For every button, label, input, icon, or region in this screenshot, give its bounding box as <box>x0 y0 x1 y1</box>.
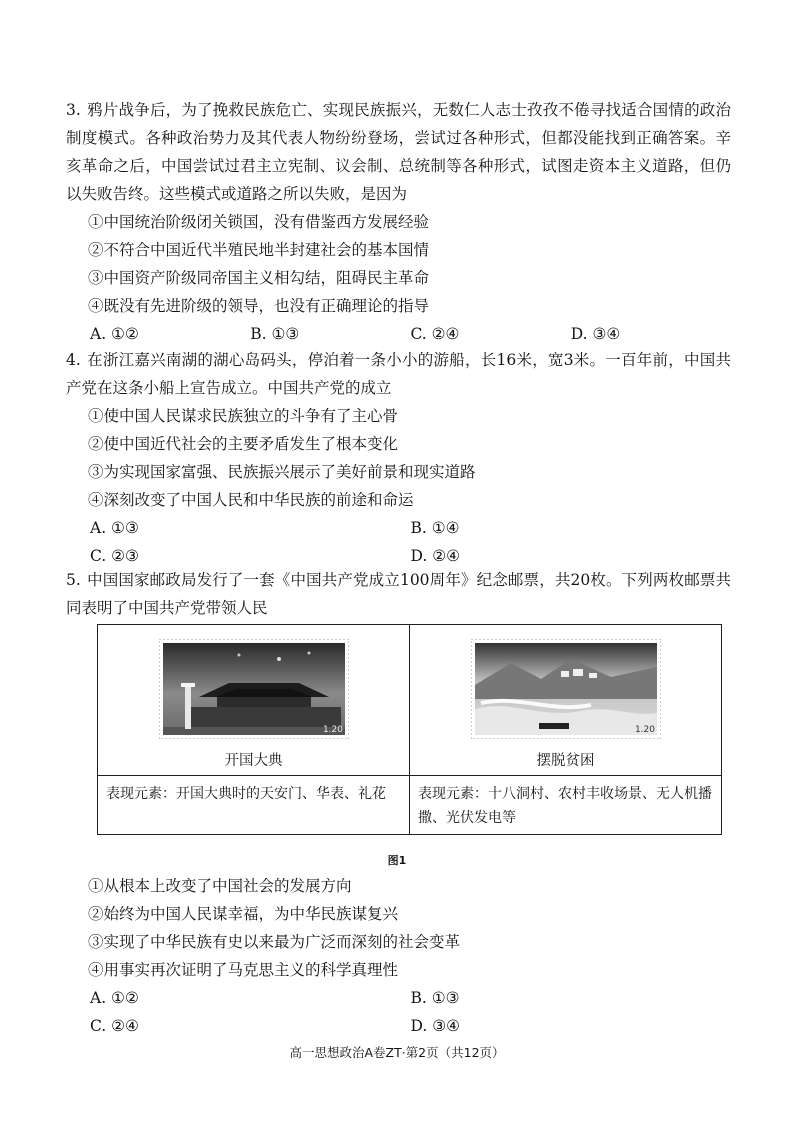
statement-2: ②不符合中国近代半殖民地半封建社会的基本国情 <box>88 241 430 259</box>
stamp-title-poverty-alleviation: 摆脱贫困 <box>536 753 595 769</box>
statement-3: ③为实现国家富强、民族振兴展示了美好前景和现实道路 <box>88 463 476 481</box>
page-footer: 高一思想政治A卷ZT·第2页（共12页） <box>289 1045 505 1060</box>
statement-4: ④深刻改变了中国人民和中华民族的前途和命运 <box>88 491 414 509</box>
stamp-cell-founding-ceremony <box>98 625 410 776</box>
option-a[interactable]: A. ①② <box>90 325 139 343</box>
stamp-description-founding-ceremony: 表现元素：开国大典时的天安门、华表、礼花 <box>98 776 410 835</box>
stamp-image-tiananmen <box>159 639 349 739</box>
question-4-stem: 4. 在浙江嘉兴南湖的湖心岛码头，停泊着一条小小的游船，长16米，宽3米。一百年前，中国共产党在这条小船上宣告成立。中国共产党的成立 <box>66 346 731 402</box>
question-5-stem: 5. 中国国家邮政局发行了一套《中国共产党成立100周年》纪念邮票，共20枚。下列两枚邮票共同表明了中国共产党带领人民 <box>66 566 731 622</box>
question-3-number: 3. <box>66 101 81 119</box>
question-3-stem: 3. 鸦片战争后，为了挽救民族危亡、实现民族振兴，无数仁人志士孜孜不倦寻找适合国情的政治制度模式。各种政治势力及其代表人物纷纷登场，尝试过各种形式，但都没能找到正确答案。辛亥革命之后，中国尝试过君主立宪制、议会制、总统制等各种形式，试图走资本主义道路，但仍以失败告终。这些模式或道路之所以失败，是因为 <box>66 96 731 208</box>
question-5-statements <box>66 872 731 984</box>
question-5-body <box>66 872 731 1040</box>
statement-1: ①从根本上改变了中国社会的发展方向 <box>88 877 352 895</box>
option-b[interactable]: B. ①③ <box>250 325 300 343</box>
option-b[interactable]: B. ①④ <box>410 519 460 537</box>
question-4 <box>66 346 731 570</box>
option-a[interactable]: A. ①② <box>90 989 139 1007</box>
statement-4: ④既没有先进阶级的领导，也没有正确理论的指导 <box>88 297 430 315</box>
statement-1: ①中国统治阶级闭关锁国，没有借鉴西方发展经验 <box>88 213 430 231</box>
question-3-options <box>66 320 731 348</box>
statement-4: ④用事实再次证明了马克思主义的科学真理性 <box>88 961 399 979</box>
question-5-options-row1 <box>66 984 731 1012</box>
statement-3: ③实现了中华民族有史以来最为广泛而深刻的社会变革 <box>88 933 461 951</box>
stamps-table <box>97 624 722 835</box>
figure-label: 图1 <box>387 854 407 867</box>
question-5-options-row2 <box>66 1012 731 1040</box>
stamp-image-rural-landscape <box>471 639 661 739</box>
stamp-title-founding-ceremony: 开国大典 <box>224 753 283 769</box>
statement-2: ②始终为中国人民谋幸福，为中华民族谋复兴 <box>88 905 399 923</box>
option-c[interactable]: C. ②④ <box>90 1017 139 1035</box>
statement-3: ③中国资产阶级同帝国主义相勾结，阻碍民主革命 <box>88 269 430 287</box>
statement-2: ②使中国近代社会的主要矛盾发生了根本变化 <box>88 435 399 453</box>
stamp-cell-poverty-alleviation <box>410 625 722 776</box>
question-4-statements <box>66 402 731 514</box>
option-d[interactable]: D. ③④ <box>410 1017 461 1035</box>
option-b[interactable]: B. ①③ <box>410 989 460 1007</box>
stamp-face-value: 1.20 <box>322 725 343 735</box>
question-5-number: 5. <box>66 571 81 589</box>
option-c[interactable]: C. ②③ <box>90 547 139 565</box>
question-3-statements <box>66 208 731 320</box>
question-4-options-row1 <box>66 514 731 542</box>
option-c[interactable]: C. ②④ <box>410 325 460 343</box>
question-3 <box>66 96 731 348</box>
option-a[interactable]: A. ①③ <box>90 519 139 537</box>
option-d[interactable]: D. ③④ <box>570 325 621 343</box>
stamp-face-value: 1.20 <box>634 725 655 735</box>
statement-1: ①使中国人民谋求民族独立的斗争有了主心骨 <box>88 407 399 425</box>
question-5 <box>66 566 731 622</box>
stamp-description-poverty-alleviation: 表现元素：十八洞村、农村丰收场景、无人机播撒、光伏发电等 <box>410 776 722 835</box>
question-4-number: 4. <box>66 351 81 369</box>
option-d[interactable]: D. ②④ <box>410 547 461 565</box>
